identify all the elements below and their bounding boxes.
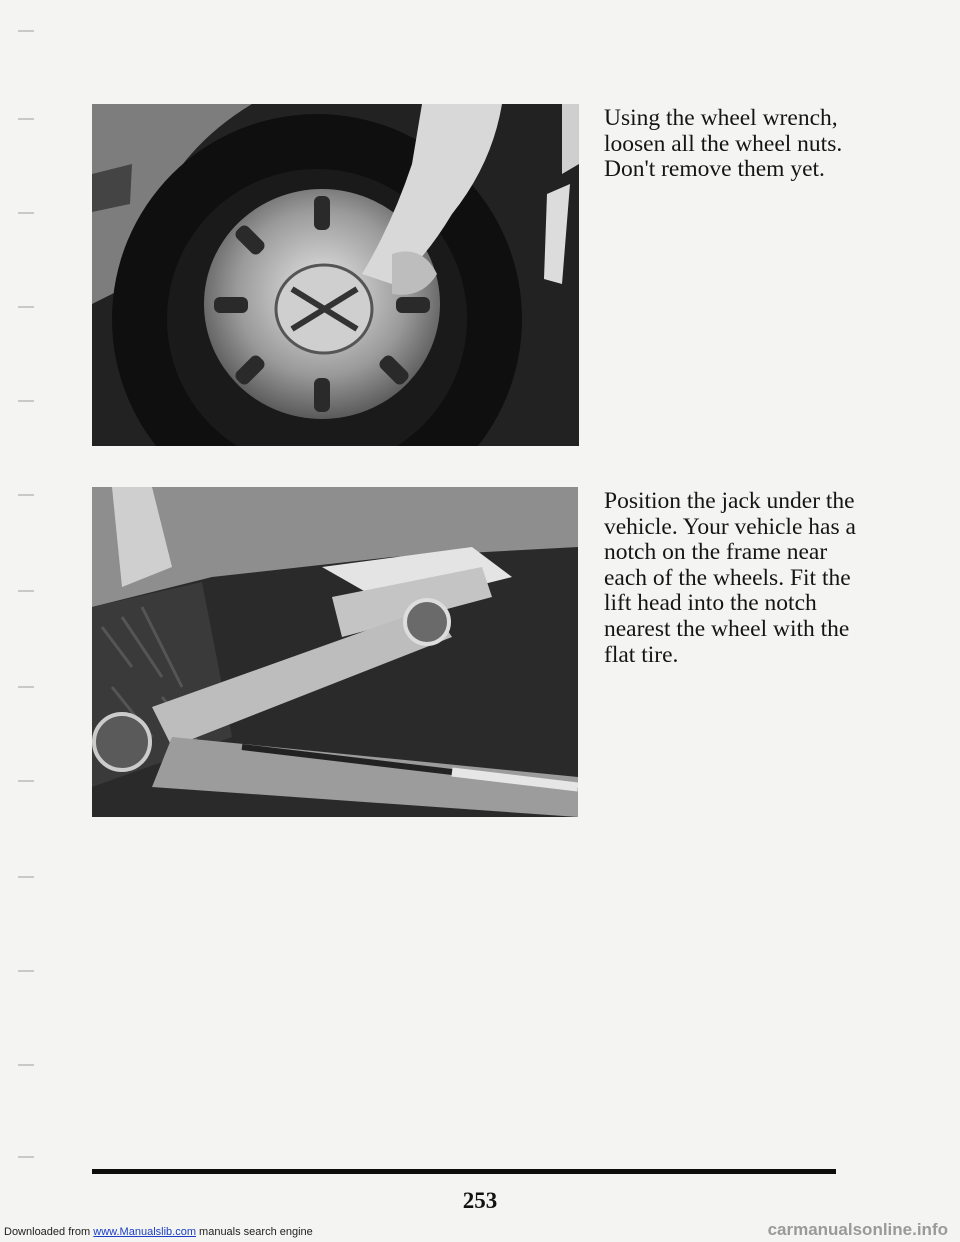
download-footer (4, 1226, 313, 1238)
jack-position-photo (92, 487, 578, 817)
margin-tick (18, 780, 34, 782)
step-text-position-jack: Position the jack under the vehicle. Your vehicle has a notch on the frame near each of the wheels. Fit the lift head into the notch nearest the wheel with the flat tire. (604, 488, 856, 668)
footer-suffix: manuals search engine (195, 1226, 313, 1238)
margin-tick (18, 686, 34, 688)
step-text-loosen-nuts: Using the wheel wrench, loosen all the wheel nuts. Don't remove them yet. (604, 105, 843, 183)
margin-tick (18, 494, 34, 496)
margin-tick (18, 400, 34, 402)
margin-tick (18, 590, 34, 592)
manualslib-link[interactable]: www.Manualslib.com (93, 1226, 196, 1238)
margin-tick (18, 970, 34, 972)
margin-tick (18, 212, 34, 214)
footer-prefix: Downloaded from (4, 1226, 94, 1238)
watermark: carmanualsonline.info (767, 1220, 948, 1239)
margin-tick (18, 1064, 34, 1066)
margin-tick (18, 306, 34, 308)
margin-tick (18, 30, 34, 32)
margin-tick (18, 1156, 34, 1158)
footer-rule (92, 1169, 836, 1174)
wheel-wrench-photo (92, 104, 579, 446)
margin-tick (18, 118, 34, 120)
page-number: 253 (462, 1188, 498, 1213)
margin-tick (18, 876, 34, 878)
